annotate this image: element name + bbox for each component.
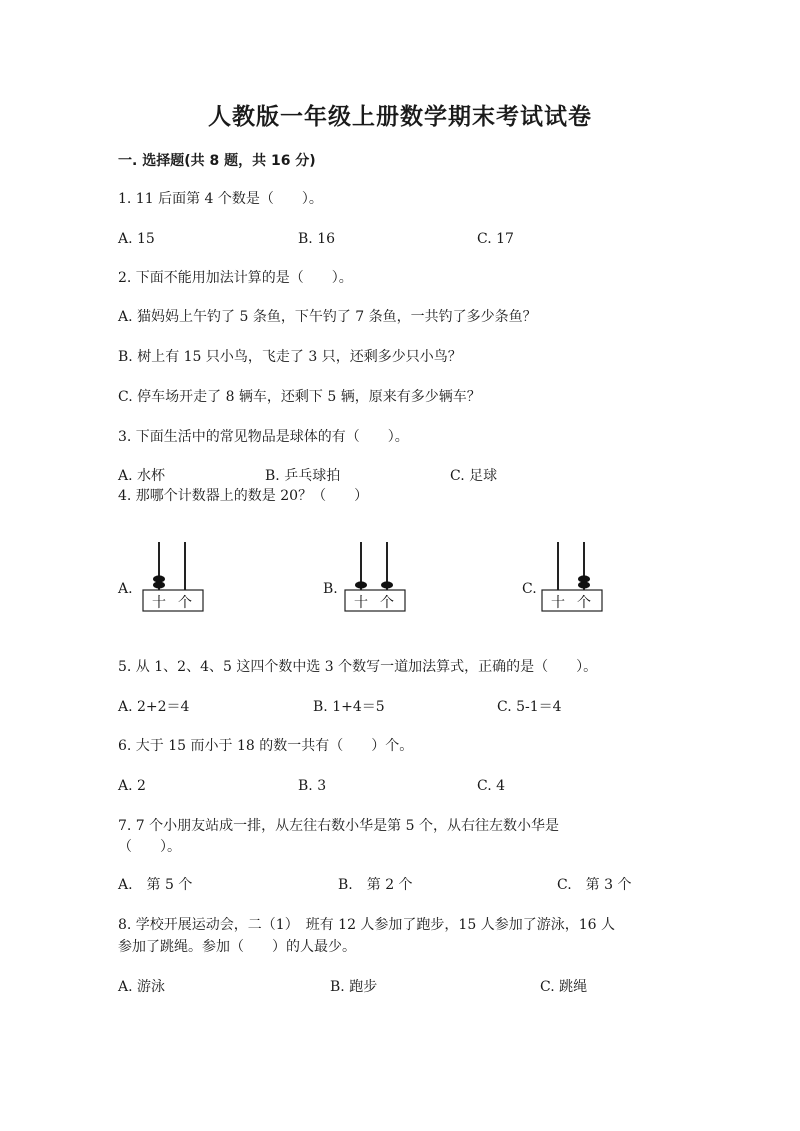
q3-option-b: B. 乒乓球拍 <box>265 468 341 484</box>
q6-option-a: A. 2 <box>118 778 146 794</box>
q4-option-c: C. <box>522 581 537 597</box>
q8-option-b: B. 跑步 <box>330 979 378 995</box>
q7-option-a: A. 第 5 个 <box>118 877 193 893</box>
q3-option-c: C. 足球 <box>450 468 498 484</box>
question-7-line-1: 7. 7 个小朋友站成一排，从左往右数小华是第 5 个，从右往左数小华是 <box>118 818 559 834</box>
question-4: 4. 那哪个计数器上的数是 20？（ ） <box>118 488 369 504</box>
ones-bead <box>381 581 393 588</box>
q4-option-a: A. <box>118 581 133 597</box>
q6-option-c: C. 4 <box>477 778 506 794</box>
question-3: 3. 下面生活中的常见物品是球体的有（ ）。 <box>118 429 409 445</box>
page-title: 人教版一年级上册数学期末考试试卷 <box>208 104 592 130</box>
q1-option-c: C. 17 <box>477 231 514 247</box>
q2-option-b: B. 树上有 15 只小鸟，飞走了 3 只，还剩多少只小鸟？ <box>118 349 462 365</box>
q3-option-a: A. 水杯 <box>118 468 166 484</box>
ones-label: 个 <box>178 595 192 611</box>
abacus-b <box>345 542 405 611</box>
section-heading: 一. 选择题(共 8 题，共 16 分) <box>118 153 316 169</box>
q5-option-c: C. 5-1＝4 <box>497 699 562 715</box>
tens-label: 十 <box>354 595 368 611</box>
question-8-line-2: 参加了跳绳。参加（ ）的人最少。 <box>118 939 356 955</box>
question-6: 6. 大于 15 而小于 18 的数一共有（ ）个。 <box>118 738 414 754</box>
q1-option-b: B. 16 <box>298 231 336 247</box>
question-8-line-1: 8. 学校开展运动会，二（1） 班有 12 人参加了跑步，15 人参加了游泳，16 人 <box>118 917 615 933</box>
question-7-line-2: （ ）。 <box>118 839 181 855</box>
q4-option-b: B. <box>323 581 338 597</box>
q5-option-b: B. 1+4＝5 <box>313 699 385 715</box>
q7-option-c: C. 第 3 个 <box>557 877 632 893</box>
q8-option-a: A. 游泳 <box>118 979 166 995</box>
abacus-c <box>542 542 602 611</box>
question-5: 5. 从 1、2、4、5 这四个数中选 3 个数写一道加法算式，正确的是（ ）。 <box>118 659 598 675</box>
abacus-a <box>143 542 203 611</box>
ones-label: 个 <box>577 595 591 611</box>
tens-bead <box>153 575 165 582</box>
q1-option-a: A. 15 <box>118 231 155 247</box>
q8-option-c: C. 跳绳 <box>540 979 588 995</box>
q2-option-c: C. 停车场开走了 8 辆车，还剩下 5 辆，原来有多少辆车？ <box>118 389 481 405</box>
tens-label: 十 <box>152 595 166 611</box>
question-1: 1. 11 后面第 4 个数是（ ）。 <box>118 191 323 207</box>
question-2: 2. 下面不能用加法计算的是（ ）。 <box>118 270 353 286</box>
q6-option-b: B. 3 <box>298 778 327 794</box>
ones-bead <box>578 575 590 582</box>
q5-option-a: A. 2+2＝4 <box>118 699 190 715</box>
q2-option-a: A. 猫妈妈上午钓了 5 条鱼，下午钓了 7 条鱼，一共钓了多少条鱼？ <box>118 309 537 325</box>
ones-label: 个 <box>380 595 394 611</box>
tens-label: 十 <box>551 595 565 611</box>
q7-option-b: B. 第 2 个 <box>338 877 413 893</box>
tens-bead <box>355 581 367 588</box>
